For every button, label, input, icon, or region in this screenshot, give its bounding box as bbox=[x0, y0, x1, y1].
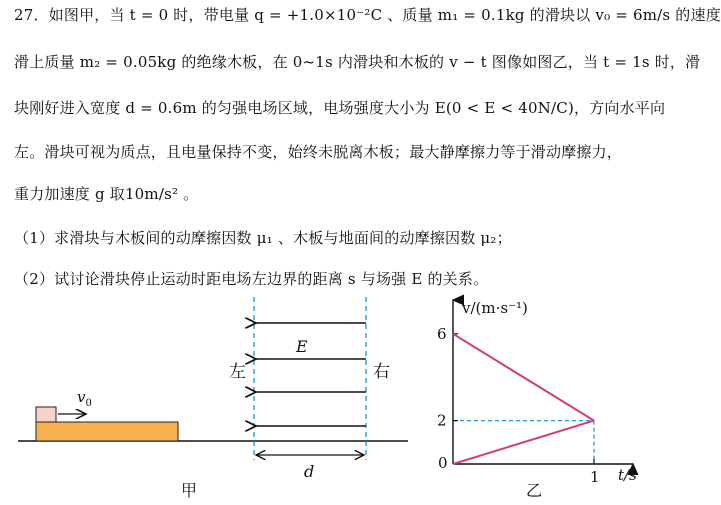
width-label: d bbox=[304, 462, 315, 481]
problem-line-5: 重力加速度 g 取10m/s² 。 bbox=[14, 185, 199, 203]
problem-line-4: 左。滑块可视为质点，且电量保持不变，始终未脱离木板；最大静摩擦力等于滑动摩擦力， bbox=[14, 143, 623, 161]
x-axis-label: t/s bbox=[618, 466, 637, 484]
question-2: （2）试讨论滑块停止运动时距电场左边界的距离 s 与场强 E 的关系。 bbox=[14, 270, 489, 288]
left-label: 左 bbox=[229, 362, 246, 382]
figure-jia bbox=[18, 297, 408, 500]
problem-line-1: 27．如图甲，当 t = 0 时，带电量 q = +1.0×10⁻²C 、质量 m₁ = 0.1kg 的滑块以 v₀ = 6m/s 的速度 bbox=[14, 6, 721, 24]
caption-yi: 乙 bbox=[526, 481, 543, 500]
origin-label: 0 bbox=[438, 454, 448, 472]
field-label: E bbox=[296, 337, 308, 356]
y-axis-label: v/(m·s⁻¹) bbox=[462, 299, 528, 317]
series-line-1 bbox=[453, 334, 594, 421]
figure-yi-chart bbox=[437, 299, 637, 500]
wooden-board bbox=[36, 422, 178, 441]
question-1: （1）求滑块与木板间的动摩擦因数 μ₁ 、木板与地面间的动摩擦因数 μ₂； bbox=[14, 229, 512, 247]
y-tick-label-2: 2 bbox=[437, 411, 447, 430]
x-tick-label-1: 1 bbox=[590, 468, 600, 486]
y-tick-label-6: 6 bbox=[437, 324, 447, 343]
series-line-2 bbox=[453, 421, 594, 464]
right-label: 右 bbox=[373, 362, 390, 382]
slider-block bbox=[36, 407, 56, 422]
problem-line-3: 块刚好进入宽度 d = 0.6m 的匀强电场区域，电场强度大小为 E(0 < E < 40N/C)，方向水平向 bbox=[14, 99, 666, 117]
velocity-label: $v_0$ bbox=[77, 388, 92, 409]
caption-jia: 甲 bbox=[181, 481, 198, 500]
problem-line-2: 滑上质量 m₂ = 0.05kg 的绝缘木板，在 0~1s 内滑块和木板的 v − t 图像如图乙，当 t = 1s 时，滑 bbox=[14, 53, 701, 71]
